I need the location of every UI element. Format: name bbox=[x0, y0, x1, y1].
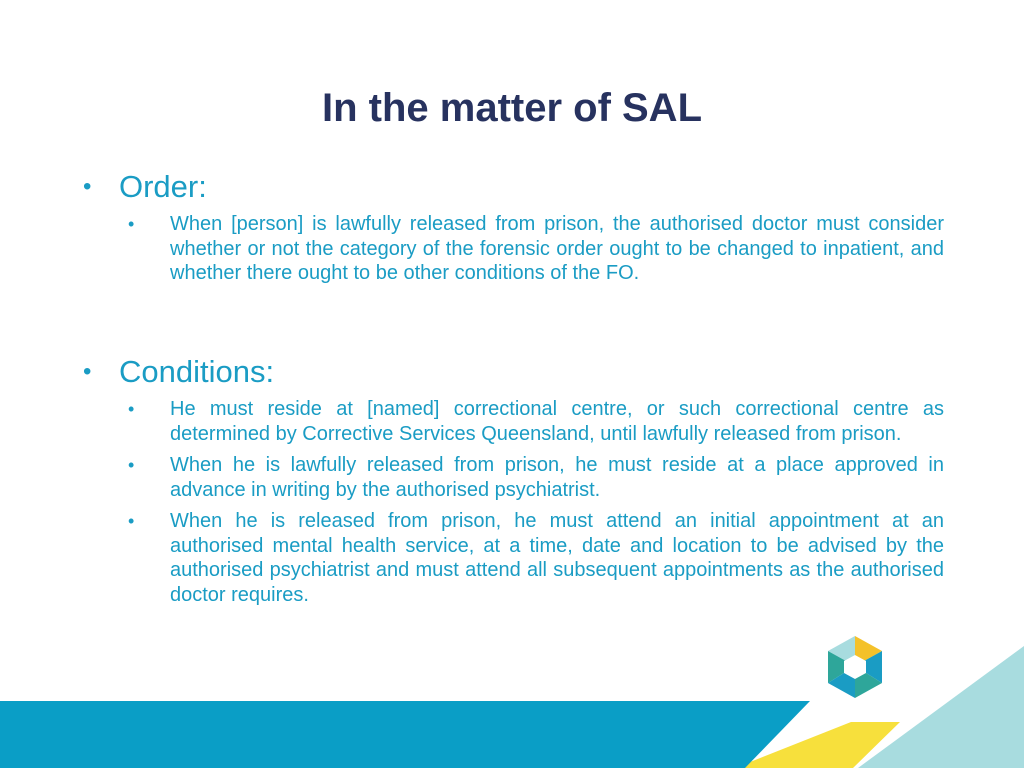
slide-title: In the matter of SAL bbox=[321, 86, 703, 130]
conditions-heading bbox=[80, 353, 944, 391]
bullet-icon: • bbox=[128, 214, 135, 234]
conditions-heading-label: Conditions: bbox=[119, 354, 275, 389]
footer-blue-band bbox=[0, 701, 810, 768]
bullet-icon: • bbox=[128, 399, 135, 419]
order-list bbox=[80, 212, 944, 286]
list-item bbox=[80, 453, 944, 502]
list-item-text: When he is lawfully released from prison, he must reside at a place approved in advance in writing by the authorised psychiatrist. bbox=[170, 454, 944, 501]
list-item bbox=[80, 212, 944, 286]
order-section bbox=[80, 168, 944, 293]
bullet-icon: • bbox=[83, 173, 92, 200]
list-item-text: When he is released from prison, he must attend an initial appointment at an authorised mental health service, at a time, date and location to be advised by the authorised psychiatrist and must attend all subsequent appointments as the authorised doctor requires. bbox=[170, 510, 944, 606]
bullet-icon: • bbox=[128, 511, 135, 531]
list-item bbox=[80, 397, 944, 446]
conditions-list bbox=[80, 397, 944, 607]
bullet-icon: • bbox=[128, 455, 135, 475]
order-heading bbox=[80, 168, 944, 206]
footer-light-blue-band bbox=[858, 646, 1024, 768]
order-heading-label: Order: bbox=[119, 169, 207, 204]
list-item-text: When [person] is lawfully released from prison, the authorised doctor must consider whether or not the category of the forensic order ought to be changed to inpatient, and whether there ought to be other conditions of the FO. bbox=[170, 213, 944, 284]
list-item bbox=[80, 509, 944, 607]
conditions-section bbox=[80, 353, 944, 614]
bullet-icon: • bbox=[83, 358, 92, 385]
list-item-text: He must reside at [named] correctional centre, or such correctional centre as determined by Corrective Services Queensland, until lawfully released from prison. bbox=[170, 398, 944, 445]
footer-yellow-band bbox=[735, 722, 900, 768]
hexagon-logo-icon bbox=[828, 636, 882, 698]
